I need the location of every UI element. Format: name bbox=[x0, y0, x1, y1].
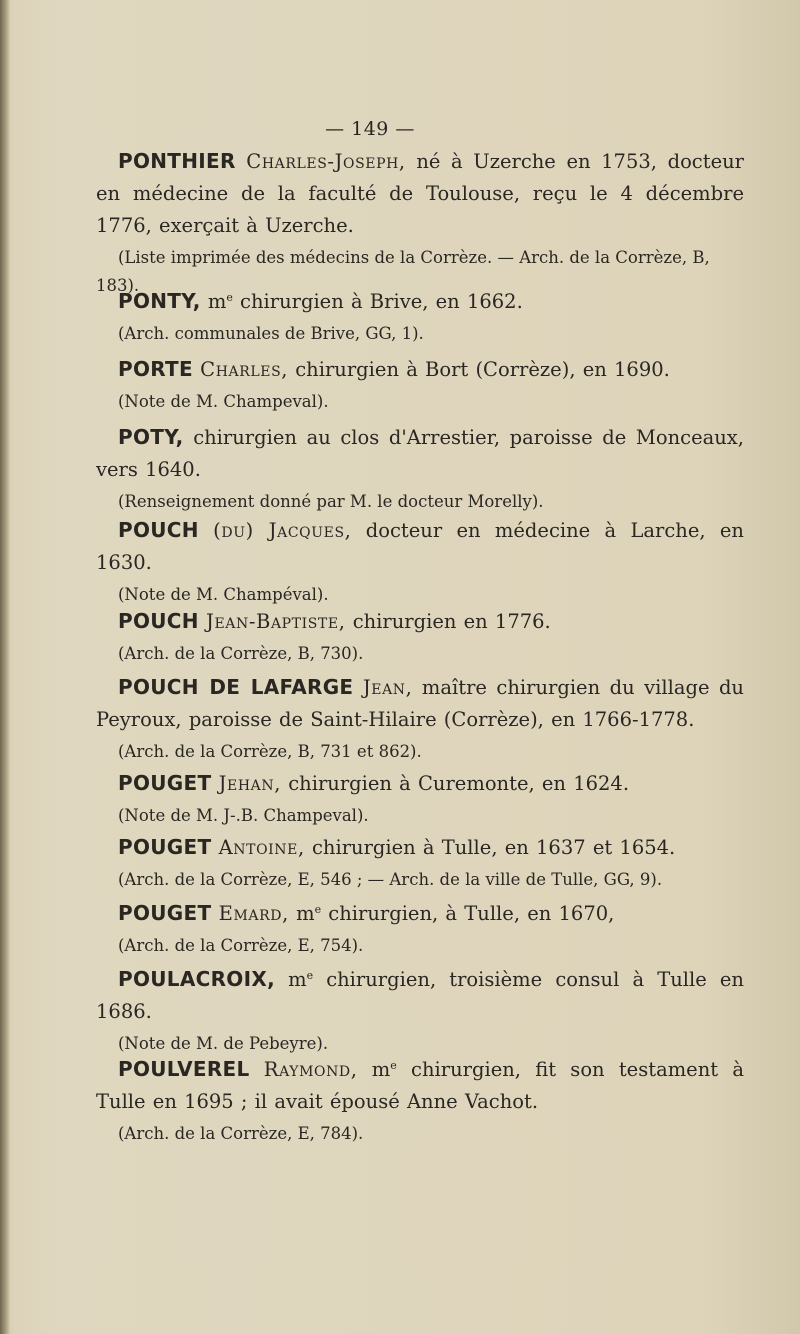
entry-name: POUCH bbox=[118, 609, 199, 633]
entry-source: (Note de M. Champéval). bbox=[118, 585, 329, 604]
entry-given-name: Antoine, bbox=[218, 836, 305, 859]
entry-name: PONTY, bbox=[118, 289, 201, 313]
entry-description: chirurgien à Brive, en 1662. bbox=[232, 290, 523, 313]
entry-given-name: (du) Jacques, bbox=[213, 519, 352, 542]
entry-text bbox=[96, 605, 744, 638]
entry-description: docteur en médecine à Larche, en 1630. bbox=[96, 519, 744, 574]
entry-description: chirurgien au clos d'Arrestier, paroisse de Monceaux, vers 1640. bbox=[96, 426, 744, 481]
entry-source: (Note de M. Champeval). bbox=[118, 392, 329, 411]
entry-text bbox=[96, 767, 744, 800]
entry-given-name: Emard, bbox=[218, 902, 289, 925]
entry-source: (Renseignement donné par M. le docteur Morelly). bbox=[118, 492, 544, 511]
entry-name: POUGET bbox=[118, 771, 212, 795]
entry-pouch-du-jacques bbox=[96, 514, 744, 609]
entry-text bbox=[96, 514, 744, 579]
page-binding-edge bbox=[0, 0, 10, 1334]
entry-source: (Arch. communales de Brive, GG, 1). bbox=[118, 324, 424, 343]
entry-text: POUGET Emard, $m^e$ chirurgien, à Tulle, en 1670, bbox=[118, 901, 615, 925]
entry-given-name: Jean-Baptiste, bbox=[206, 610, 346, 633]
entry-description: chirurgien à Curemonte, en 1624. bbox=[281, 772, 630, 795]
entry-name: POULVEREL bbox=[118, 1057, 250, 1081]
entry-source: (Arch. de la Corrèze, E, 784). bbox=[118, 1124, 364, 1143]
entry-poulverel bbox=[96, 1053, 744, 1148]
entry-source: (Liste imprimée des médecins de la Corrèze. — Arch. de la Corrèze, B, 183). bbox=[96, 248, 710, 295]
entry-source: (Arch. de la Corrèze, B, 730). bbox=[118, 644, 364, 663]
entry-text bbox=[96, 353, 744, 386]
page-number: — 149 — bbox=[325, 118, 415, 140]
entry-given-name: Charles, bbox=[200, 358, 289, 381]
entry-name: POUGET bbox=[118, 901, 212, 925]
entry-pouget-emard bbox=[96, 897, 744, 960]
entry-given-name: Raymond, bbox=[263, 1058, 358, 1081]
entry-ponty bbox=[96, 285, 744, 348]
entry-name: POUCH DE LAFARGE bbox=[118, 675, 354, 699]
entry-poty bbox=[96, 421, 744, 516]
entry-pouch-jean-baptiste bbox=[96, 605, 744, 668]
entry-source: (Arch. de la Corrèze, E, 754). bbox=[118, 936, 364, 955]
entry-description: chirurgien, fit son testament à Tulle en 1695 ; il avait épousé Anne Vachot. bbox=[96, 1058, 744, 1113]
entry-porte bbox=[96, 353, 744, 416]
entry-pouget-antoine bbox=[96, 831, 744, 894]
entry-text bbox=[96, 145, 744, 242]
entry-text: POULVEREL Raymond, $m^e$ chirurgien, fit son testament à Tulle en 1695 ; il avait épousé Anne Vachot. bbox=[96, 1057, 744, 1113]
entry-given-name: Charles-Joseph, bbox=[246, 150, 406, 173]
entry-description: chirurgien, à Tulle, en 1670, bbox=[321, 902, 615, 925]
entry-name: POUCH bbox=[118, 518, 199, 542]
entry-poulacroix bbox=[96, 963, 744, 1058]
entry-description: chirurgien, troisième consul à Tulle en 1686. bbox=[96, 968, 744, 1023]
entry-name: POULACROIX, bbox=[118, 967, 275, 991]
entry-source: (Arch. de la Corrèze, B, 731 et 862). bbox=[118, 742, 422, 761]
entry-text: POULACROIX, $m^e$ chirurgien, troisième consul à Tulle en 1686. bbox=[96, 967, 744, 1023]
entry-name: PORTE bbox=[118, 357, 193, 381]
entry-ponthier bbox=[96, 145, 744, 300]
entry-given-name: Jehan, bbox=[218, 772, 282, 795]
entry-description: maître chirurgien du village du Peyroux, paroisse de Saint-Hilaire (Corrèze), en 1766-1778. bbox=[96, 676, 744, 731]
entry-text bbox=[96, 671, 744, 736]
entry-source: (Note de M. de Pebeyre). bbox=[118, 1034, 329, 1053]
entry-name: PONTHIER bbox=[118, 149, 236, 173]
entry-name: POUGET bbox=[118, 835, 212, 859]
entry-pouget-jehan bbox=[96, 767, 744, 830]
entry-name: POTY, bbox=[118, 425, 184, 449]
entry-pouch-de-lafarge bbox=[96, 671, 744, 766]
entry-description: chirurgien à Bort (Corrèze), en 1690. bbox=[288, 358, 670, 381]
entry-text bbox=[96, 421, 744, 486]
entry-text: PONTY, $m^e$ chirurgien à Brive, en 1662. bbox=[118, 289, 523, 313]
entry-description: chirurgien à Tulle, en 1637 et 1654. bbox=[304, 836, 676, 859]
entry-given-name: Jean, bbox=[362, 676, 413, 699]
entry-text bbox=[96, 831, 744, 864]
entry-description: né à Uzerche en 1753, docteur en médecine de la faculté de Toulouse, reçu le 4 décembre 1776, exerçait à Uzerche. bbox=[96, 150, 744, 237]
entry-source: (Arch. de la Corrèze, E, 546 ; — Arch. de la ville de Tulle, GG, 9). bbox=[118, 870, 663, 889]
entry-description: chirurgien en 1776. bbox=[345, 610, 551, 633]
entry-source: (Note de M. J-.B. Champeval). bbox=[118, 806, 369, 825]
